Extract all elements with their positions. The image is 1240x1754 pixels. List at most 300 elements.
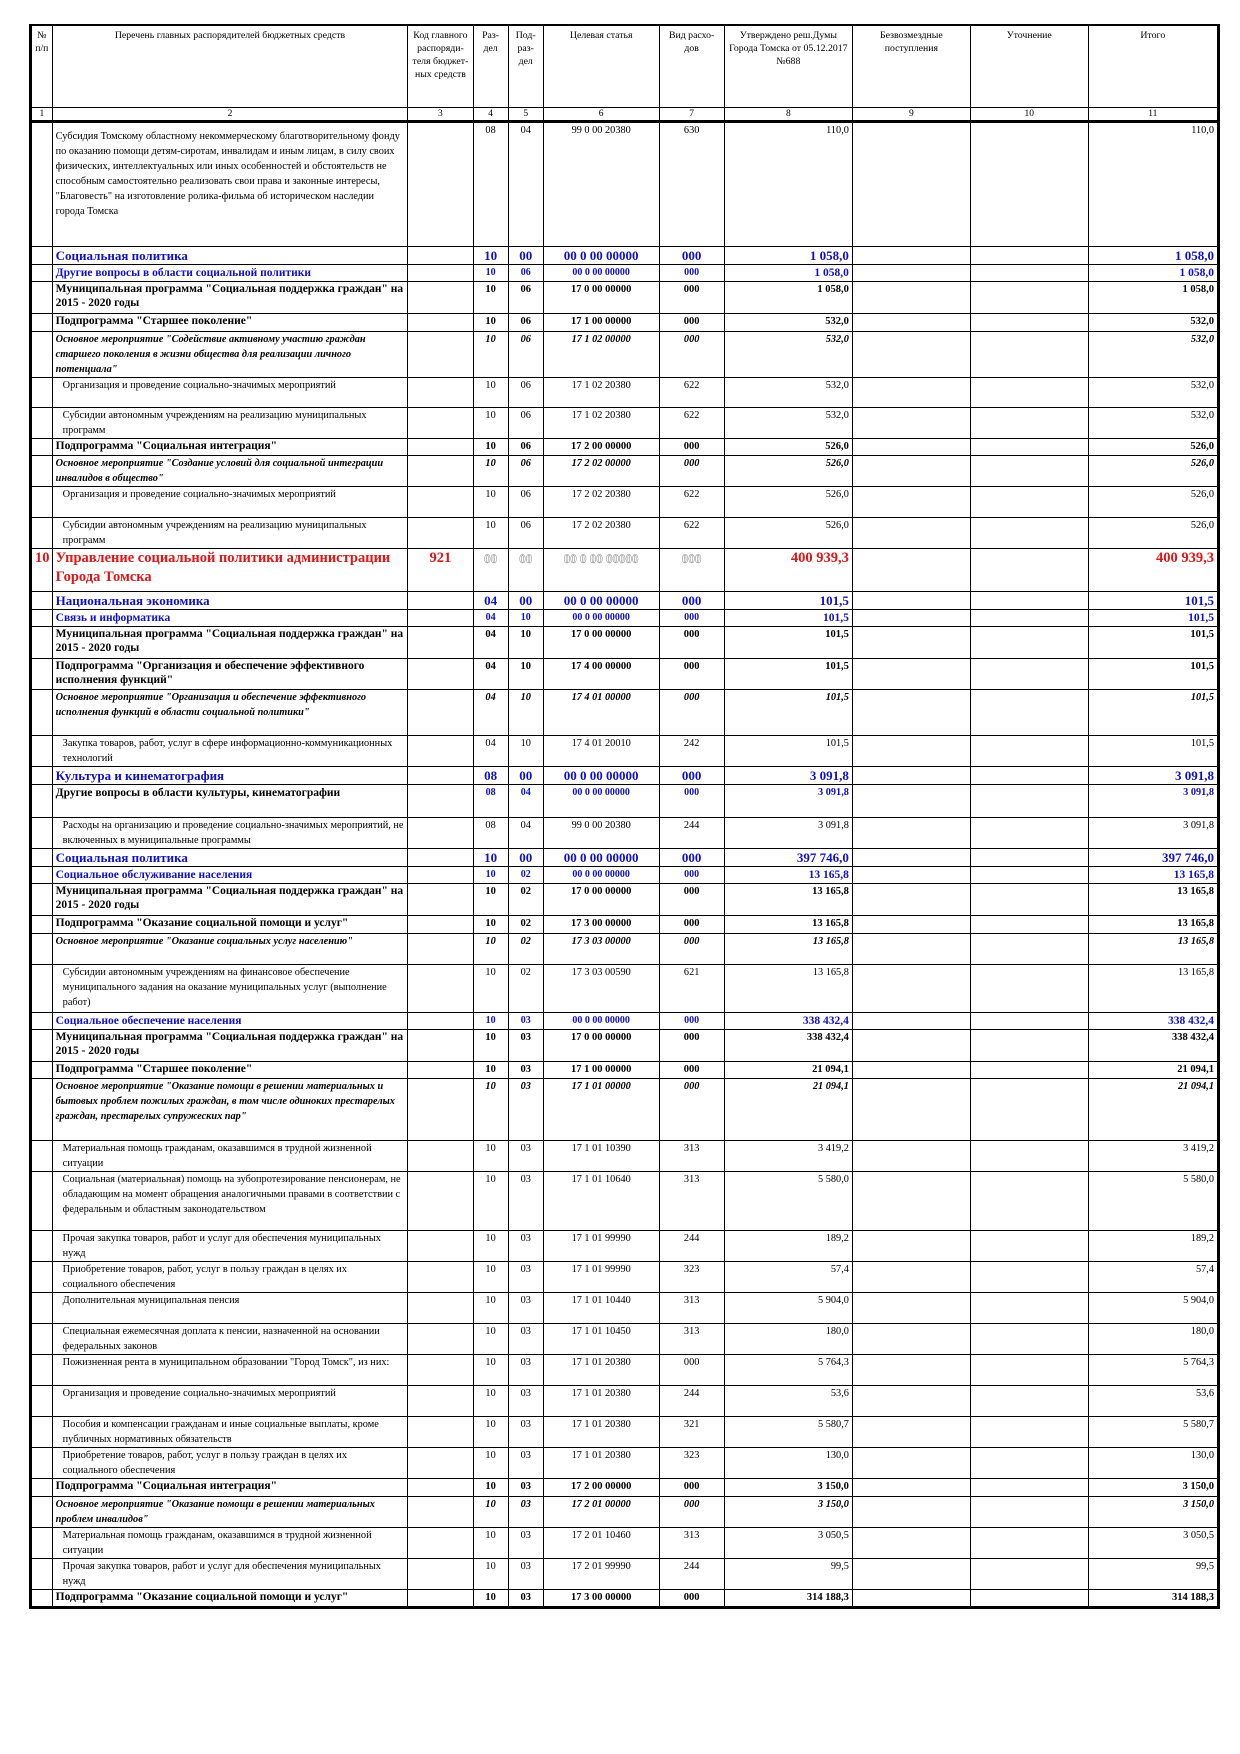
row-expense-type: 313 [659,1141,724,1172]
row-expense-type: 000 [659,659,724,690]
row-total: 53,6 [1088,1386,1217,1417]
row-total: 3 091,8 [1088,767,1217,785]
row-target: 00 0 00 00000 [543,592,659,610]
row-free-receipts [852,1479,970,1497]
col-number-11: 11 [1088,108,1217,122]
table-row [32,1079,1218,1141]
row-subsection: 02 [508,884,543,916]
row-expense-type: 622 [659,518,724,549]
row-clarification [970,1497,1088,1528]
row-subsection: 03 [508,1079,543,1141]
row-subsection: 03 [508,1030,543,1062]
row-total: 101,5 [1088,627,1217,659]
row-clarification [970,1062,1088,1079]
row-expense-type: 323 [659,1448,724,1479]
row-subsection: 03 [508,1559,543,1590]
table-row [32,122,1218,247]
row-number [32,965,53,1013]
row-total: 99,5 [1088,1559,1217,1590]
table-row [32,934,1218,965]
row-section: 04 [473,627,508,659]
table-row [32,1172,1218,1231]
row-clarification [970,456,1088,487]
row-target: 17 4 00 00000 [543,659,659,690]
row-subsection: 03 [508,1497,543,1528]
row-section: 04 [473,610,508,627]
row-clarification [970,884,1088,916]
col-number-2: 2 [52,108,408,122]
row-section: 10 [473,1030,508,1062]
row-section: 10 [473,439,508,456]
row-name: Дополнительная муниципальная пенсия [52,1293,408,1324]
budget-table-sheet [29,24,1220,1609]
row-section: 08 [473,818,508,849]
row-subsection: 02 [508,867,543,884]
row-approved: 13 165,8 [724,884,852,916]
table-row [32,818,1218,849]
row-number [32,1386,53,1417]
row-section: 10 [473,1262,508,1293]
row-subsection: 03 [508,1231,543,1262]
row-clarification [970,247,1088,265]
row-subsection: 03 [508,1262,543,1293]
row-section: 10 [473,1324,508,1355]
row-name: Расходы на организацию и проведение социально-значимых мероприятий, не включенных в муниципальные программы [52,818,408,849]
row-clarification [970,332,1088,378]
row-total: 526,0 [1088,518,1217,549]
row-clarification [970,1559,1088,1590]
row-section: 08 [473,767,508,785]
row-number [32,332,53,378]
table-row [32,1497,1218,1528]
row-total: 13 165,8 [1088,884,1217,916]
row-target: 17 1 02 20380 [543,408,659,439]
header-col-total: Итого [1088,25,1217,108]
row-section: 04 [473,659,508,690]
row-code [408,439,473,456]
row-clarification [970,1355,1088,1386]
row-clarification [970,767,1088,785]
row-approved: 13 165,8 [724,916,852,934]
row-free-receipts [852,332,970,378]
row-subsection: 10 [508,627,543,659]
row-approved: 338 432,4 [724,1030,852,1062]
row-number [32,1355,53,1386]
row-total: 101,5 [1088,659,1217,690]
table-row [32,767,1218,785]
row-total: 532,0 [1088,378,1217,408]
table-row [32,378,1218,408]
row-name: Культура и кинематография [52,767,408,785]
row-clarification [970,610,1088,627]
row-target: 17 1 02 20380 [543,378,659,408]
col-number-1: 1 [32,108,53,122]
row-target: 17 1 00 00000 [543,314,659,332]
header-col-number: № п/п [32,25,53,108]
row-free-receipts [852,487,970,518]
row-name: Специальная ежемесячная доплата к пенсии, назначенной на основании федеральных законов [52,1324,408,1355]
row-number [32,1528,53,1559]
row-expense-type: 000 [659,247,724,265]
row-approved: 526,0 [724,439,852,456]
row-expense-type: 000 [659,549,724,592]
row-section: 10 [473,408,508,439]
row-number [32,916,53,934]
row-number [32,265,53,282]
table-row [32,965,1218,1013]
row-section: 10 [473,265,508,282]
table-row [32,408,1218,439]
row-total: 400 939,3 [1088,549,1217,592]
row-clarification [970,785,1088,818]
table-row [32,314,1218,332]
row-name: Подпрограмма "Старшее поколение" [52,314,408,332]
row-free-receipts [852,247,970,265]
row-target: 17 0 00 00000 [543,627,659,659]
row-total: 3 150,0 [1088,1497,1217,1528]
row-number [32,1013,53,1030]
row-section: 10 [473,1013,508,1030]
row-approved: 3 419,2 [724,1141,852,1172]
row-target: 00 0 00 00000 [543,610,659,627]
table-row [32,1559,1218,1590]
row-approved: 5 764,3 [724,1355,852,1386]
row-expense-type: 000 [659,265,724,282]
row-target: 00 0 00 00000 [543,265,659,282]
row-subsection: 04 [508,785,543,818]
row-approved: 5 580,7 [724,1417,852,1448]
row-name: Приобретение товаров, работ, услуг в пользу граждан в целях их социального обеспечения [52,1448,408,1479]
row-free-receipts [852,1355,970,1386]
row-approved: 314 188,3 [724,1590,852,1607]
row-code [408,1590,473,1607]
row-code [408,1172,473,1231]
row-subsection: 00 [508,247,543,265]
row-clarification [970,849,1088,867]
row-number [32,736,53,767]
row-approved: 3 150,0 [724,1497,852,1528]
row-code [408,592,473,610]
row-subsection: 10 [508,610,543,627]
row-section: 04 [473,592,508,610]
row-free-receipts [852,1386,970,1417]
table-row [32,1013,1218,1030]
row-total: 3 050,5 [1088,1528,1217,1559]
row-free-receipts [852,884,970,916]
row-clarification [970,314,1088,332]
row-target: 17 1 01 20380 [543,1355,659,1386]
row-number [32,1231,53,1262]
row-free-receipts [852,867,970,884]
row-total: 57,4 [1088,1262,1217,1293]
row-target: 17 2 00 00000 [543,1479,659,1497]
row-expense-type: 000 [659,1030,724,1062]
row-code [408,916,473,934]
row-expense-type: 242 [659,736,724,767]
row-total: 21 094,1 [1088,1079,1217,1141]
row-section: 10 [473,456,508,487]
row-section: 10 [473,934,508,965]
row-name: Прочая закупка товаров, работ и услуг для обеспечения муниципальных нужд [52,1559,408,1590]
row-subsection: 03 [508,1355,543,1386]
row-subsection: 03 [508,1448,543,1479]
row-name: Организация и проведение социально-значимых мероприятий [52,487,408,518]
row-free-receipts [852,1062,970,1079]
row-total: 13 165,8 [1088,916,1217,934]
row-code [408,265,473,282]
row-approved: 180,0 [724,1324,852,1355]
row-expense-type: 000 [659,785,724,818]
table-row [32,1448,1218,1479]
row-code [408,314,473,332]
row-expense-type: 000 [659,1497,724,1528]
row-total: 13 165,8 [1088,965,1217,1013]
row-approved: 101,5 [724,627,852,659]
row-clarification [970,627,1088,659]
row-number [32,1079,53,1141]
row-free-receipts [852,592,970,610]
row-free-receipts [852,1141,970,1172]
row-section: 10 [473,1062,508,1079]
row-target: 00 0 00 00000 [543,247,659,265]
header-col-expense-type: Вид расхо- дов [659,25,724,108]
row-number [32,627,53,659]
row-free-receipts [852,1528,970,1559]
row-target: 17 3 03 00590 [543,965,659,1013]
row-clarification [970,1231,1088,1262]
row-expense-type: 000 [659,314,724,332]
col-number-9: 9 [852,108,970,122]
row-target: 17 2 00 00000 [543,439,659,456]
row-free-receipts [852,549,970,592]
row-target: 17 1 01 10440 [543,1293,659,1324]
row-total: 5 764,3 [1088,1355,1217,1386]
row-number [32,884,53,916]
row-free-receipts [852,1559,970,1590]
row-section: 10 [473,1479,508,1497]
row-section: 10 [473,1293,508,1324]
row-expense-type: 000 [659,1479,724,1497]
row-subsection: 03 [508,1172,543,1231]
table-row [32,736,1218,767]
row-name: Другие вопросы в области культуры, кинематографии [52,785,408,818]
row-name: Приобретение товаров, работ, услуг в пользу граждан в целях их социального обеспечения [52,1262,408,1293]
row-code [408,767,473,785]
row-name: Организация и проведение социально-значимых мероприятий [52,1386,408,1417]
row-free-receipts [852,1262,970,1293]
row-approved: 101,5 [724,592,852,610]
row-section: 10 [473,247,508,265]
row-free-receipts [852,122,970,247]
row-subsection: 10 [508,690,543,736]
row-name: Социальная политика [52,247,408,265]
row-expense-type: 000 [659,1355,724,1386]
row-approved: 532,0 [724,378,852,408]
row-expense-type: 000 [659,1590,724,1607]
row-expense-type: 622 [659,408,724,439]
row-section: 10 [473,1079,508,1141]
row-clarification [970,1448,1088,1479]
row-clarification [970,549,1088,592]
row-approved: 3 091,8 [724,818,852,849]
table-row [32,1590,1218,1607]
row-subsection: 00 [508,549,543,592]
row-code [408,1030,473,1062]
row-approved: 3 091,8 [724,785,852,818]
row-section: 10 [473,1417,508,1448]
row-approved: 57,4 [724,1262,852,1293]
table-row [32,1030,1218,1062]
row-number [32,690,53,736]
row-expense-type: 000 [659,849,724,867]
row-clarification [970,265,1088,282]
header-number-row [32,108,1218,122]
row-section: 10 [473,884,508,916]
table-row [32,1355,1218,1386]
row-free-receipts [852,785,970,818]
row-code [408,282,473,314]
row-clarification [970,1013,1088,1030]
row-section: 10 [473,1497,508,1528]
row-total: 526,0 [1088,487,1217,518]
row-expense-type: 000 [659,1079,724,1141]
header-col-name: Перечень главных распорядителей бюджетных средств [52,25,408,108]
row-approved: 3 050,5 [724,1528,852,1559]
row-name: Пособия и компенсации гражданам и иные социальные выплаты, кроме публичных нормативных обязательств [52,1417,408,1448]
row-expense-type: 000 [659,767,724,785]
row-target: 99 0 00 20380 [543,818,659,849]
row-total: 110,0 [1088,122,1217,247]
row-target: 17 1 01 10640 [543,1172,659,1231]
row-name: Муниципальная программа "Социальная поддержка граждан" на 2015 - 2020 годы [52,1030,408,1062]
row-name: Связь и информатика [52,610,408,627]
row-subsection: 00 [508,849,543,867]
row-clarification [970,659,1088,690]
row-approved: 21 094,1 [724,1079,852,1141]
row-approved: 400 939,3 [724,549,852,592]
row-code [408,378,473,408]
row-clarification [970,282,1088,314]
row-total: 101,5 [1088,592,1217,610]
row-subsection: 00 [508,767,543,785]
table-row [32,332,1218,378]
row-section: 10 [473,1172,508,1231]
row-free-receipts [852,282,970,314]
table-body [32,122,1218,1607]
row-approved: 1 058,0 [724,265,852,282]
row-approved: 526,0 [724,456,852,487]
row-free-receipts [852,818,970,849]
row-expense-type: 000 [659,690,724,736]
row-free-receipts [852,1231,970,1262]
row-number [32,818,53,849]
row-code [408,518,473,549]
row-section: 10 [473,965,508,1013]
row-clarification [970,1262,1088,1293]
row-approved: 532,0 [724,314,852,332]
row-subsection: 10 [508,659,543,690]
row-section: 10 [473,1590,508,1607]
row-expense-type: 000 [659,610,724,627]
row-total: 338 432,4 [1088,1030,1217,1062]
row-expense-type: 000 [659,439,724,456]
row-clarification [970,867,1088,884]
row-total: 21 094,1 [1088,1062,1217,1079]
row-clarification [970,1141,1088,1172]
row-section: 04 [473,736,508,767]
row-target: 17 4 01 00000 [543,690,659,736]
row-expense-type: 000 [659,1062,724,1079]
table-row [32,265,1218,282]
row-name: Основное мероприятие "Создание условий для социальной интеграции инвалидов в общество" [52,456,408,487]
row-section: 10 [473,916,508,934]
row-free-receipts [852,265,970,282]
row-section: 00 [473,549,508,592]
header-col-code: Код главного распоряди- теля бюджет- ных средств [408,25,473,108]
row-number [32,1417,53,1448]
row-expense-type: 321 [659,1417,724,1448]
budget-table [31,24,1218,1607]
table-row [32,1062,1218,1079]
row-clarification [970,518,1088,549]
row-approved: 532,0 [724,408,852,439]
row-section: 10 [473,314,508,332]
row-section: 10 [473,518,508,549]
row-number [32,1448,53,1479]
row-total: 3 091,8 [1088,785,1217,818]
row-subsection: 06 [508,487,543,518]
row-approved: 1 058,0 [724,247,852,265]
row-total: 180,0 [1088,1324,1217,1355]
row-approved: 101,5 [724,736,852,767]
row-target: 17 3 00 00000 [543,1590,659,1607]
row-free-receipts [852,1172,970,1231]
row-subsection: 03 [508,1386,543,1417]
row-target: 99 0 00 20380 [543,122,659,247]
row-target: 17 2 01 00000 [543,1497,659,1528]
row-clarification [970,736,1088,767]
table-row [32,1262,1218,1293]
row-subsection: 06 [508,456,543,487]
row-expense-type: 622 [659,378,724,408]
row-number [32,849,53,867]
header-col-section: Раз- дел [473,25,508,108]
row-clarification [970,122,1088,247]
row-number [32,1293,53,1324]
table-row [32,610,1218,627]
row-target: 17 1 01 10390 [543,1141,659,1172]
row-name: Муниципальная программа "Социальная поддержка граждан" на 2015 - 2020 годы [52,282,408,314]
row-number [32,247,53,265]
row-approved: 5 904,0 [724,1293,852,1324]
row-number [32,378,53,408]
row-free-receipts [852,659,970,690]
row-code [408,690,473,736]
row-total: 13 165,8 [1088,934,1217,965]
row-target: 00 0 00 00000 [543,549,659,592]
row-expense-type: 000 [659,916,724,934]
row-approved: 3 150,0 [724,1479,852,1497]
row-code [408,1141,473,1172]
row-target: 17 1 01 20380 [543,1417,659,1448]
row-target: 00 0 00 00000 [543,767,659,785]
table-row [32,1528,1218,1559]
row-target: 17 1 01 99990 [543,1231,659,1262]
table-row [32,1479,1218,1497]
row-free-receipts [852,1079,970,1141]
col-number-3: 3 [408,108,473,122]
row-free-receipts [852,1417,970,1448]
